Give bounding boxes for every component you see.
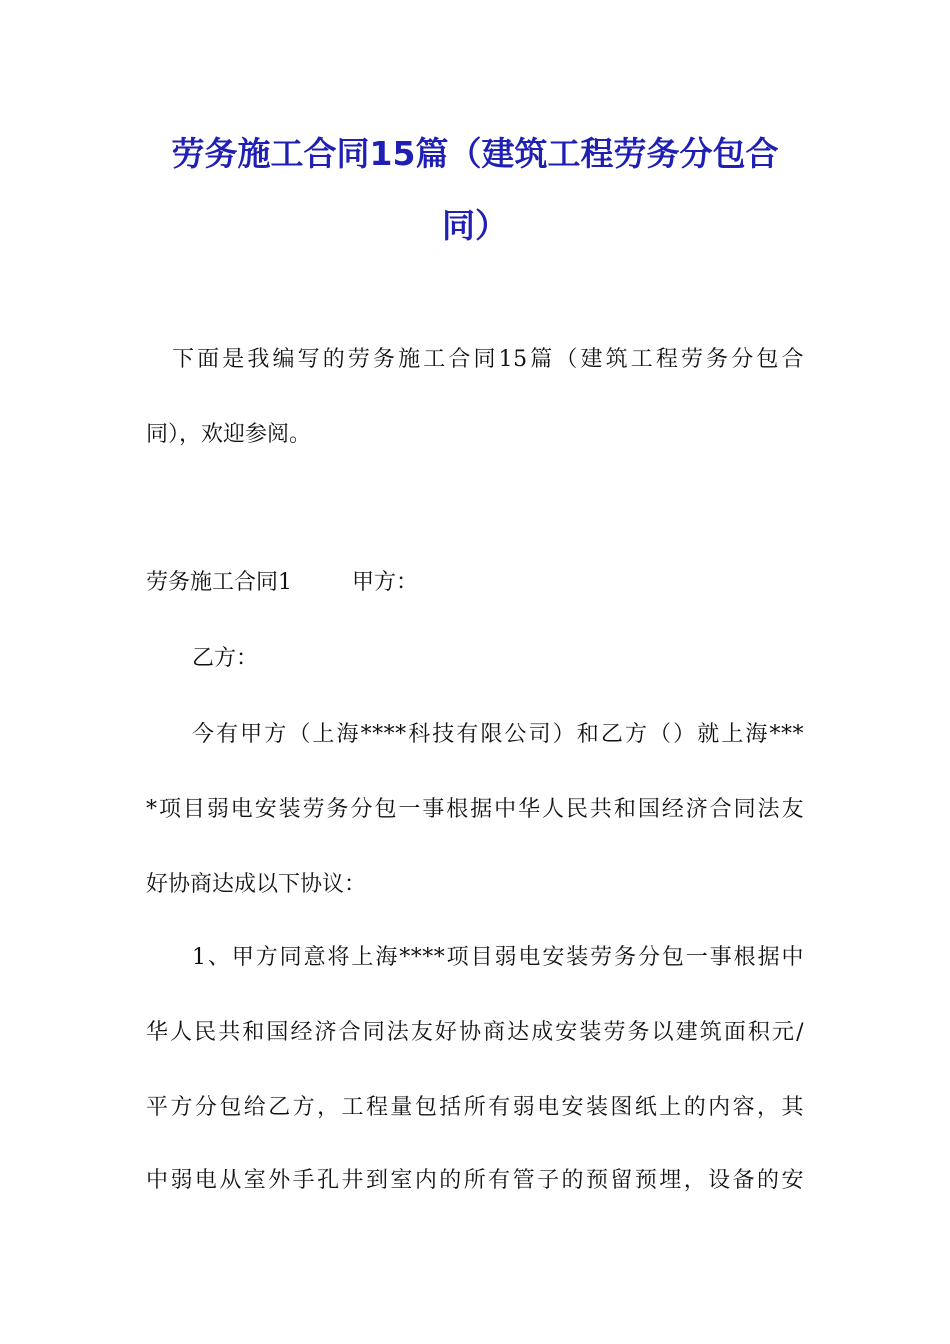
intro-line-2: 同），欢迎参阅。 [146, 422, 312, 447]
para2-line-2: 华人民共和国经济合同法友好协商达成安装劳务以建筑面积元/ [146, 1020, 804, 1045]
party-b-label: 乙方： [192, 646, 259, 671]
party-a-label: 甲方： [352, 570, 419, 595]
section-heading-row [146, 568, 418, 598]
para1-line-2: *项目弱电安装劳务分包一事根据中华人民共和国经济合同法友 [146, 797, 804, 822]
section-heading: 劳务施工合同1 [146, 570, 292, 595]
para2-line-4: 中弱电从室外手孔井到室内的所有管子的预留预埋，设备的安 [146, 1168, 804, 1193]
intro-line-1: 下面是我编写的劳务施工合同15篇（建筑工程劳务分包合 [172, 347, 804, 372]
para2-line-3: 平方分包给乙方，工程量包括所有弱电安装图纸上的内容，其 [146, 1095, 804, 1120]
para1-line-1: 今有甲方（上海****科技有限公司）和乙方（）就上海*** [192, 722, 804, 747]
para2-line-1: 1、甲方同意将上海****项目弱电安装劳务分包一事根据中 [192, 945, 804, 970]
document-title-line-2: 同） [442, 206, 508, 245]
document-title-line-1: 劳务施工合同15篇（建筑工程劳务分包合 [171, 134, 779, 173]
para1-line-3: 好协商达成以下协议： [146, 872, 367, 897]
